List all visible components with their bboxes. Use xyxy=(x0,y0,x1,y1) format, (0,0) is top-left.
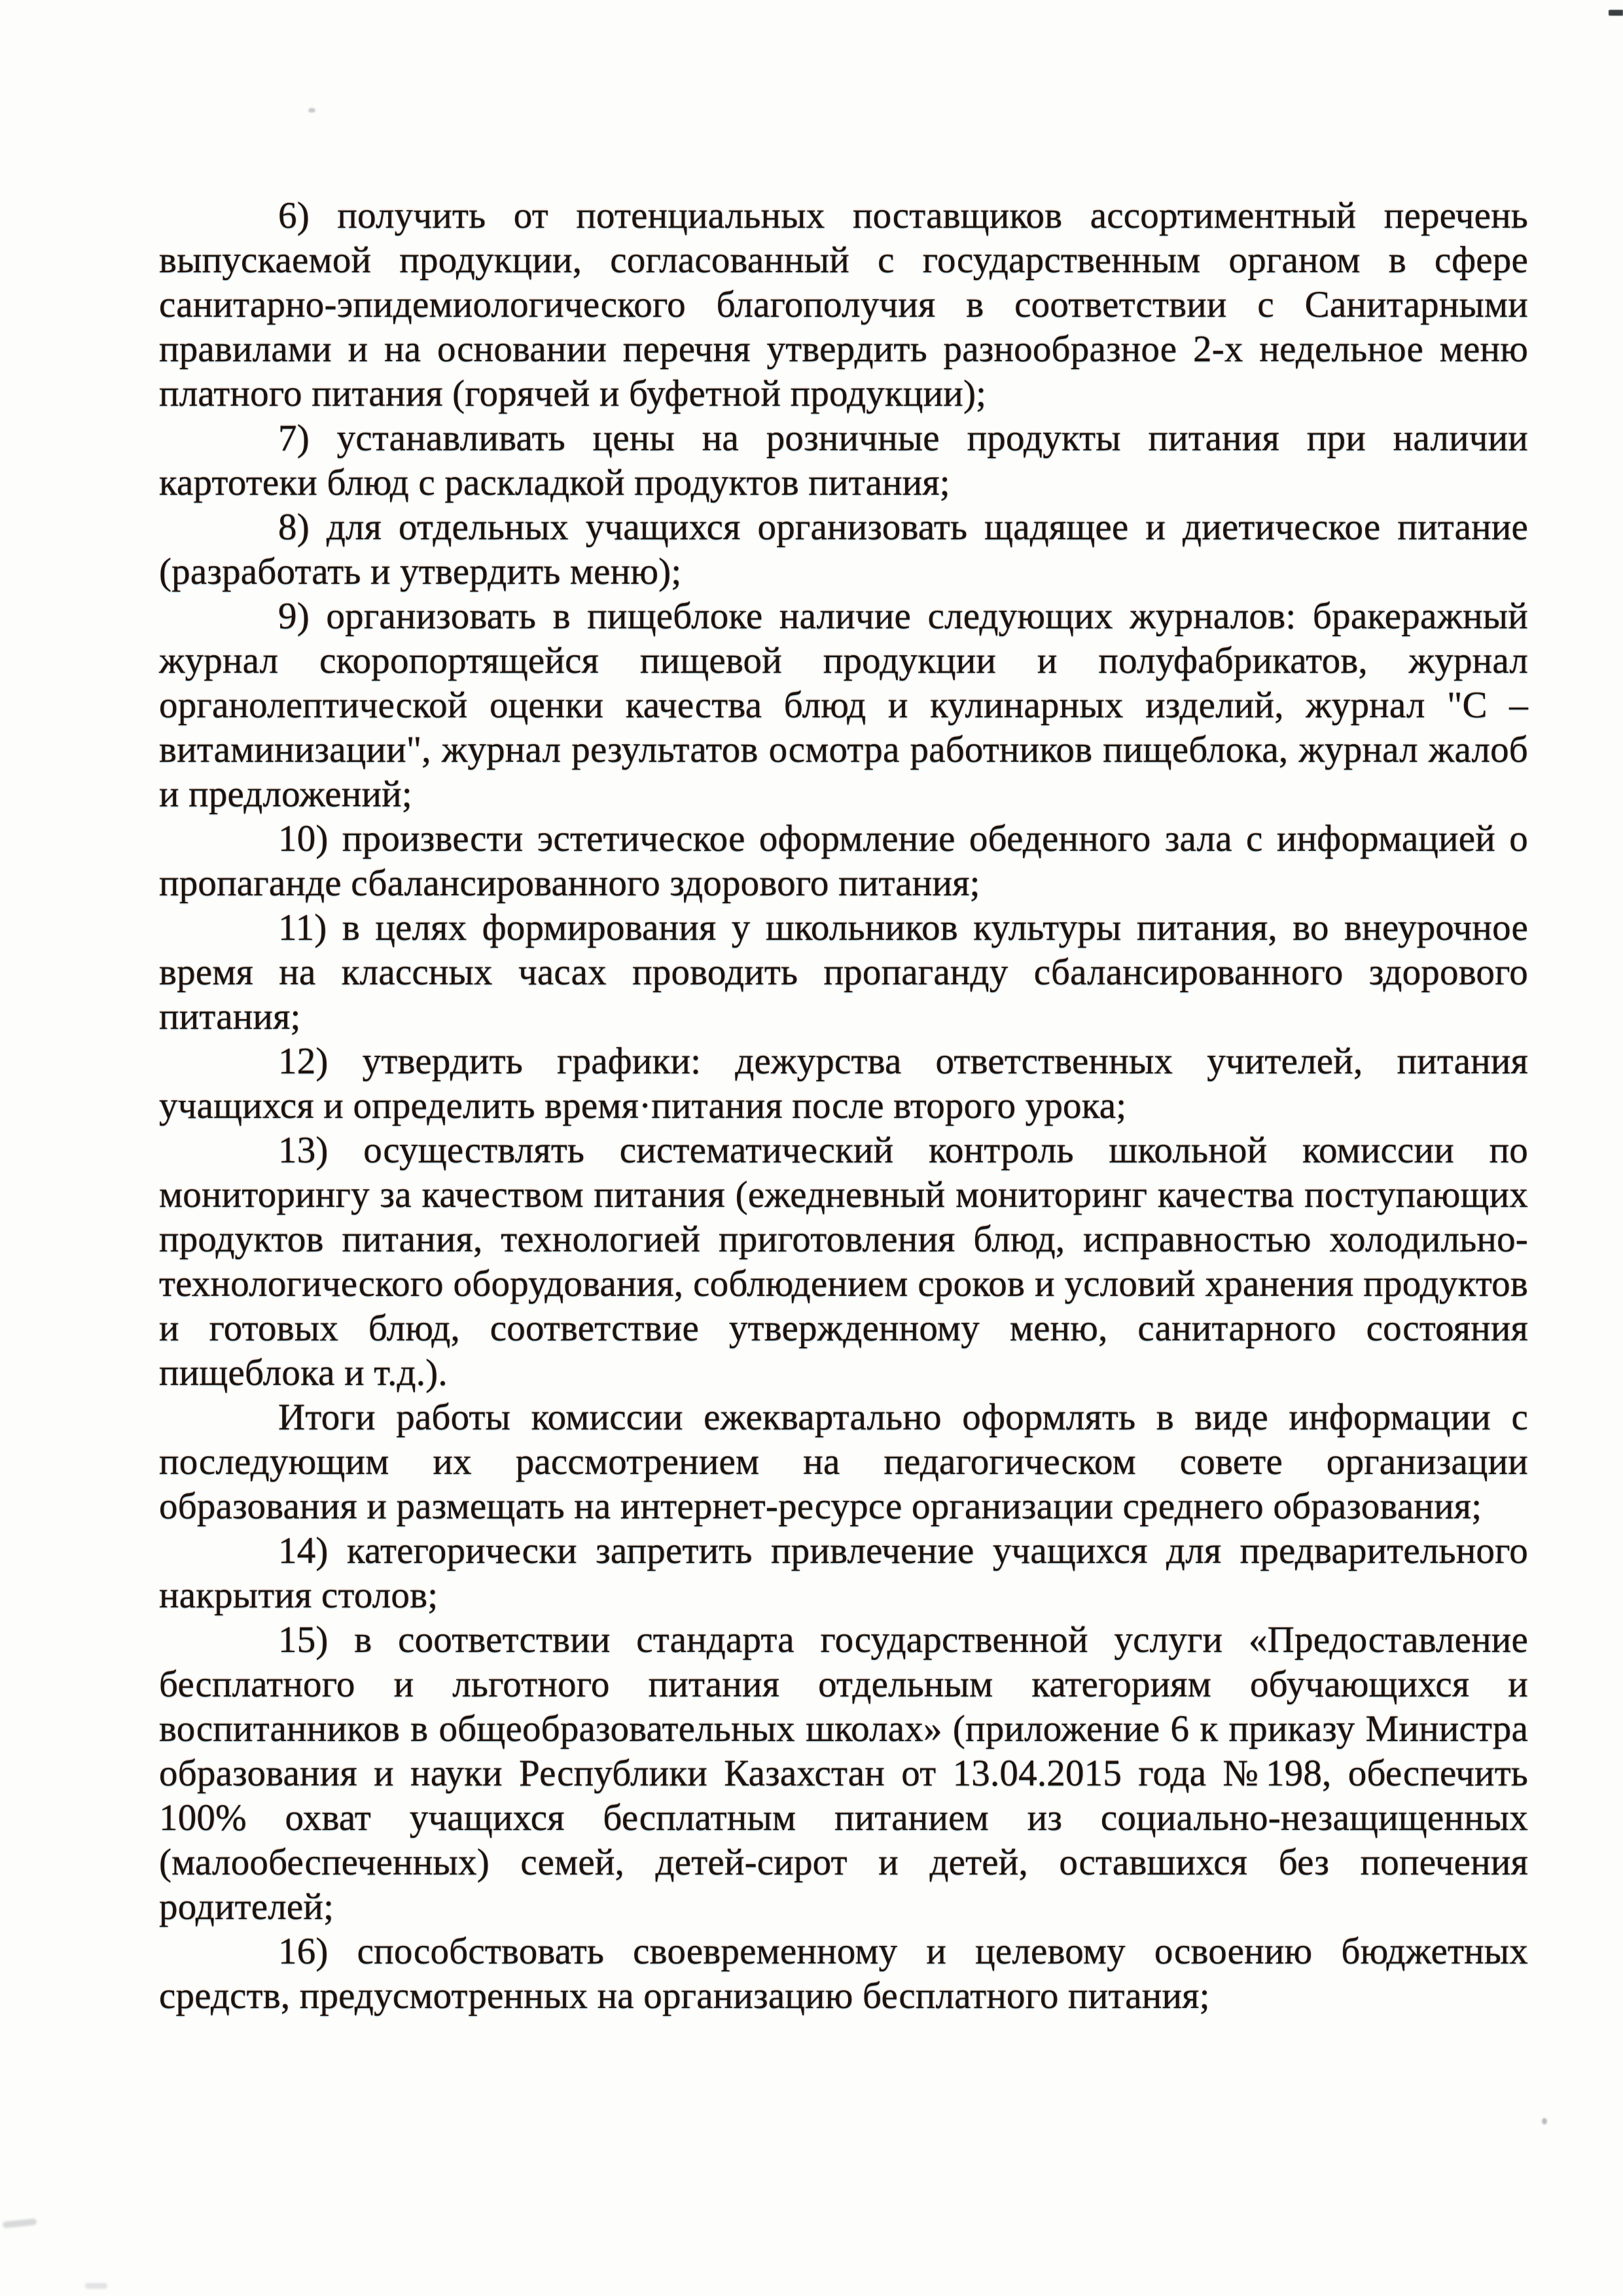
paragraph: 7) устанавливать цены на розничные продукты питания при наличии картотеки блюд с раскладкой продуктов питания; xyxy=(159,418,1528,503)
scan-smudge xyxy=(85,2283,107,2289)
paragraph: 9) организовать в пищеблоке наличие следующих журналов: бракеражный журнал скоропортящейся пищевой продукции и полуфабрикатов, журнал органолептической оценки качества блюд и кулинарных изделий, журнал "С – витаминизации", журнал результатов осмотра работников пищеблока, журнал жалоб и предложений; xyxy=(159,596,1528,815)
paragraph: Итоги работы комиссии ежеквартально оформлять в виде информации с последующим их рассмотрением на педагогическом совете организации образования и размещать на интернет-ресурсе организации среднего образования; xyxy=(159,1397,1528,1527)
paragraph: 11) в целях формирования у школьников культуры питания, во внеурочное время на классных часах проводить пропаганду сбалансированного здорового питания; xyxy=(159,907,1528,1037)
paragraph: 6) получить от потенциальных поставщиков ассортиментный перечень выпускаемой продукции, согласованный с государственным органом в сфере санитарно-эпидемиологического благополучия в соответствии с Санитарными правилами и на основании перечня утвердить разнообразное 2-х недельное меню платного питания (горячей и буфетной продукции); xyxy=(159,195,1528,414)
scan-smudge xyxy=(3,2218,37,2228)
paragraph: 13) осуществлять систематический контроль школьной комиссии по мониторингу за качеством питания (ежедневный мониторинг качества поступающих продуктов питания, технологией приготовления блюд, исправностью холодильно-технологического оборудования, соблюдением сроков и условий хранения продуктов и готовых блюд, соответствие утвержденному меню, санитарного состояния пищеблока и т.д.). xyxy=(159,1130,1528,1393)
paragraph: 10) произвести эстетическое оформление обеденного зала с информацией о пропаганде сбалансированного здорового питания; xyxy=(159,818,1528,904)
paragraph: 12) утвердить графики: дежурства ответственных учителей, питания учащихся и определить время·питания после второго урока; xyxy=(159,1041,1528,1126)
scan-speck xyxy=(1542,2118,1547,2125)
paragraph: 16) способствовать своевременному и целевому освоению бюджетных средств, предусмотренных на организацию бесплатного питания; xyxy=(159,1931,1528,2017)
paragraph: 15) в соответствии стандарта государственной услуги «Предоставление бесплатного и льготного питания отдельным категориям обучающихся и воспитанников в общеобразовательных школах» (приложение 6 к приказу Министра образования и науки Республики Казахстан от 13.04.2015 года №198, обеспечить 100% охват учащихся бесплатным питанием из социально-незащищенных (малообеспеченных) семей, детей-сирот и детей, оставшихся без попечения родителей; xyxy=(159,1619,1528,1928)
paragraph: 14) категорически запретить привлечение учащихся для предварительного накрытия столов; xyxy=(159,1530,1528,1616)
scan-edge-mark xyxy=(1609,10,1623,16)
scan-speck xyxy=(308,108,315,113)
document-text xyxy=(159,194,1528,2018)
paragraph: 8) для отдельных учащихся организовать щадящее и диетическое питание (разработать и утвердить меню); xyxy=(159,507,1528,592)
